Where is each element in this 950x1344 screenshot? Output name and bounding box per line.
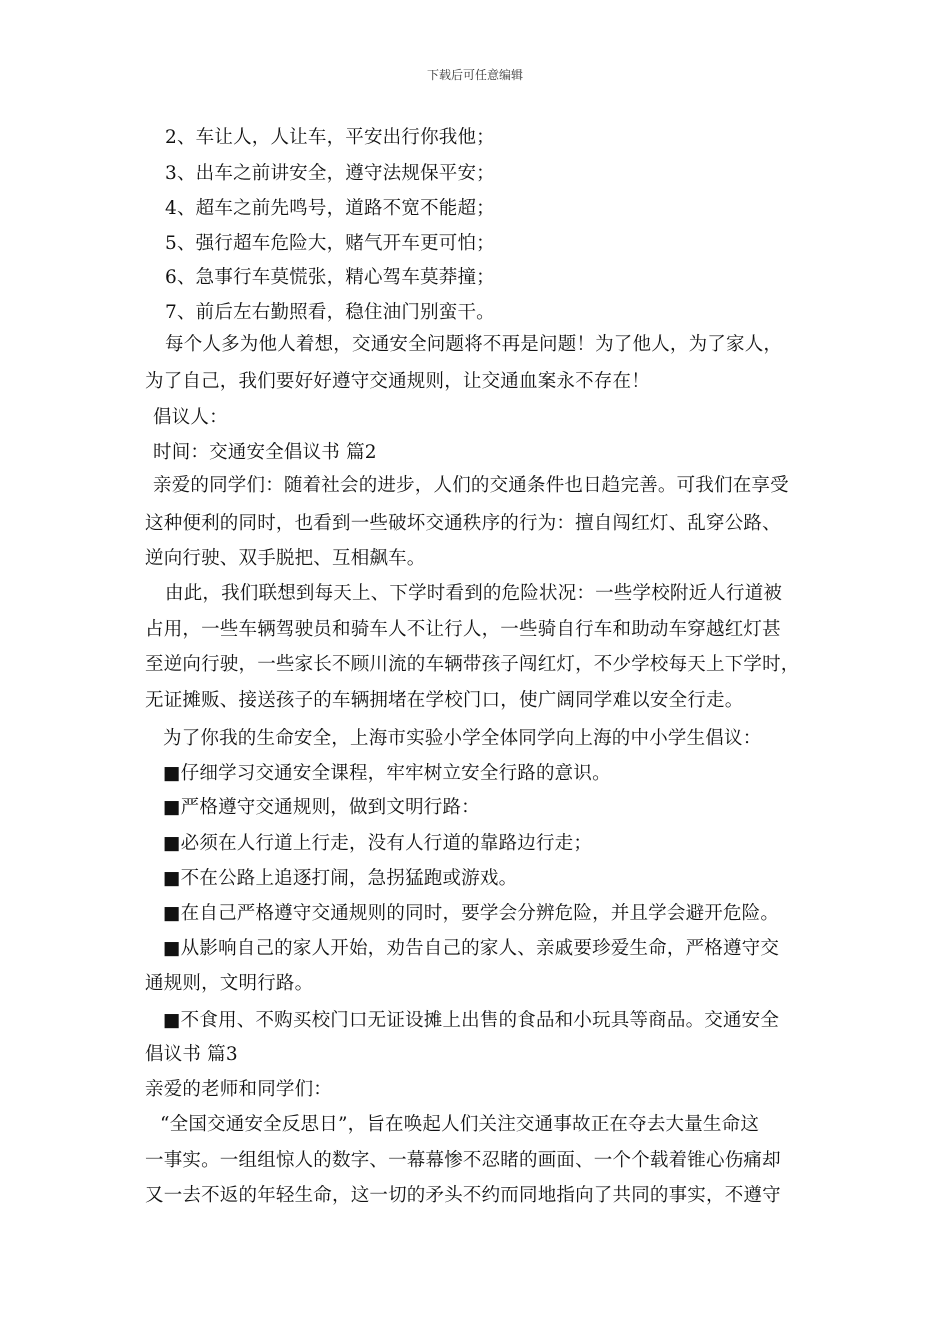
text-line: 3、出车之前讲安全，遵守法规保平安； xyxy=(165,163,495,184)
text-line: 通规则，文明行路。 xyxy=(145,973,314,994)
bullet-item: ■必须在人行道上行走，没有人行道的靠路边行走； xyxy=(163,833,593,854)
text-line: 每个人多为他人着想，交通安全问题将不再是问题！为了他人，为了家人， xyxy=(165,334,783,355)
text-line: 占用，一些车辆驾驶员和骑车人不让行人，一些骑自行车和助动车穿越红灯甚 xyxy=(145,619,781,640)
text-line: 为了你我的生命安全，上海市实验小学全体同学向上海的中小学生倡议： xyxy=(163,728,762,749)
text-line: 这种便利的同时，也看到一些破坏交通秩序的行为：擅自闯红灯、乱穿公路、 xyxy=(145,513,781,534)
text-line: 亲爱的同学们：随着社会的进步，人们的交通条件也日趋完善。可我们在享受 xyxy=(153,475,789,496)
bullet-item: ■不在公路上追逐打闹，急拐猛跑或游戏。 xyxy=(163,868,518,889)
text-line: 无证摊贩、接送孩子的车辆拥堵在学校门口，使广阔同学难以安全行走。 xyxy=(145,690,744,711)
bullet-item: ■仔细学习交通安全课程，牢牢树立安全行路的意识。 xyxy=(163,763,611,784)
text-line: 2、车让人，人让车，平安出行你我他； xyxy=(165,127,495,148)
text-line: 至逆向行驶，一些家长不顾川流的车辆带孩子闯红灯，不少学校每天上下学时， xyxy=(145,654,800,675)
bullet-item: ■从影响自己的家人开始，劝告自己的家人、亲戚要珍爱生命，严格遵守交 xyxy=(163,938,780,959)
bullet-item: ■在自己严格遵守交通规则的同时，要学会分辨危险，并且学会避开危险。 xyxy=(163,903,780,924)
text-line: 7、前后左右勤照看，稳住油门别蛮干。 xyxy=(165,302,495,323)
text-line: 一事实。一组组惊人的数字、一幕幕惨不忍睹的画面、一个个载着锥心伤痛却 xyxy=(145,1150,781,1171)
text-line: 倡议书 篇3 xyxy=(145,1044,238,1065)
text-line: 倡议人： xyxy=(153,407,228,428)
bullet-item: ■不食用、不购买校门口无证设摊上出售的食品和小玩具等商品。交通安全 xyxy=(163,1010,780,1031)
text-line: 由此，我们联想到每天上、下学时看到的危险状况：一些学校附近人行道被 xyxy=(165,583,783,604)
text-line: 5、强行超车危险大，赌气开车更可怕； xyxy=(165,233,495,254)
text-line: 逆向行驶、双手脱把、互相飙车。 xyxy=(145,548,426,569)
bullet-item: ■严格遵守交通规则，做到文明行路： xyxy=(163,797,480,818)
text-line: “全国交通安全反思日”，旨在唤起人们关注交通事故正在夺去大量生命这 xyxy=(160,1114,760,1135)
text-line: 6、急事行车莫慌张，精心驾车莫莽撞； xyxy=(165,267,495,288)
page-header: 下载后可任意编辑 xyxy=(426,68,523,82)
text-line: 又一去不返的年轻生命，这一切的矛头不约而同地指向了共同的事实，不遵守 xyxy=(145,1185,781,1206)
text-line: 4、超车之前先鸣号，道路不宽不能超； xyxy=(165,198,495,219)
text-line: 时间：交通安全倡议书 篇2 xyxy=(153,442,377,463)
text-line: 为了自己，我们要好好遵守交通规则，让交通血案永不存在！ xyxy=(145,371,650,392)
text-line: 亲爱的老师和同学们： xyxy=(145,1079,333,1100)
